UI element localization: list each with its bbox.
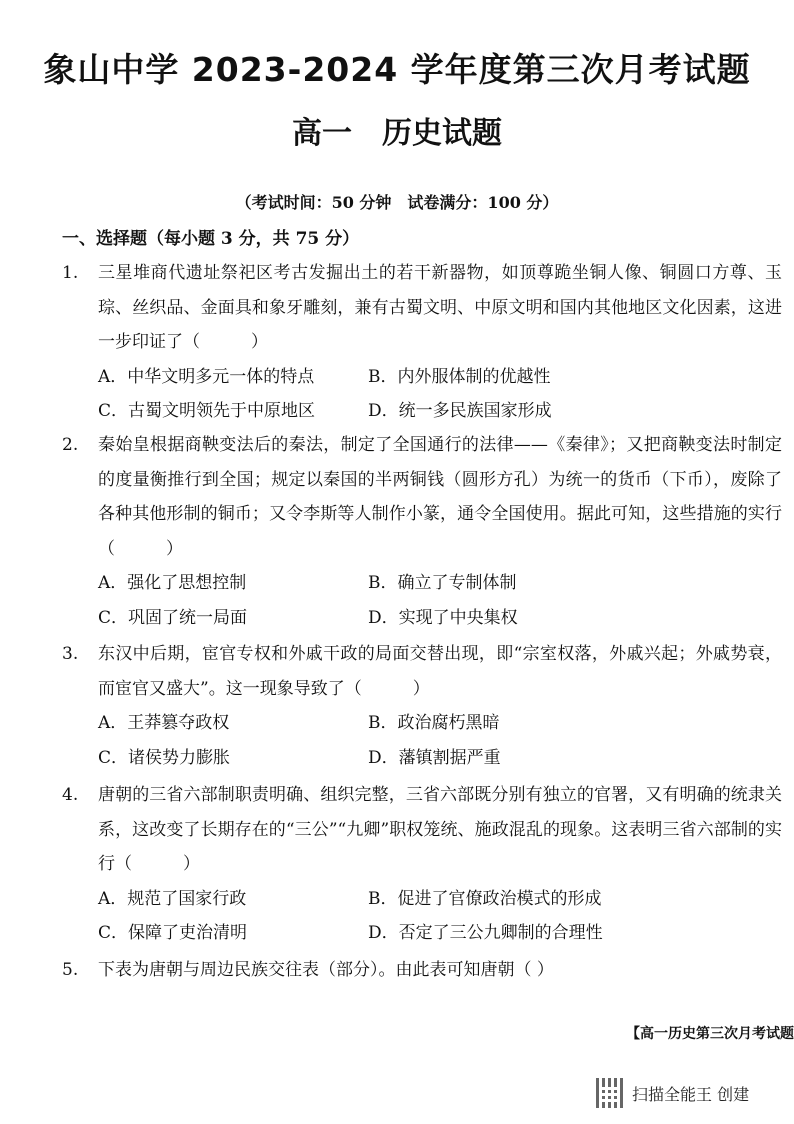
option-b[interactable]: B．政治腐朽黑暗 xyxy=(368,713,500,733)
qr-code-icon xyxy=(596,1078,626,1108)
option-c[interactable]: C．保障了吏治清明 xyxy=(98,923,248,943)
question-options xyxy=(98,706,782,775)
option-c[interactable]: C．巩固了统一局面 xyxy=(98,607,248,628)
option-b[interactable]: B．确立了专制体制 xyxy=(368,573,517,593)
question-stem: 唐朝的三省六部制职责明确、组织完整，三省六部既分别有独立的官署，又有明确的统隶关系，这改变了长期存在的“三公”“九卿”职权笼统、施政混乱的现象。这表明三省六部制的实行（ ） xyxy=(98,785,782,874)
footer-label: 【高一历史第三次月考试题 xyxy=(626,1026,794,1042)
option-a[interactable]: A．中华文明多元一体的特点 xyxy=(98,366,315,387)
question-stem: 三星堆商代遗址祭祀区考古发掘出土的若干新器物，如顶尊跪坐铜人像、铜圆口方尊、玉琮、丝织品、金面具和象牙雕刻，兼有古蜀文明、中原文明和国内其他地区文化因素，这进一步印证了（ ） xyxy=(98,263,782,352)
option-b[interactable]: B．内外服体制的优越性 xyxy=(368,366,551,387)
option-d[interactable]: D．否定了三公九卿制的合理性 xyxy=(368,923,603,943)
question-stem: 秦始皇根据商鞅变法后的秦法，制定了全国通行的法律——《秦律》；又把商鞅变法时制定的度量衡推行到全国；规定以秦国的半两铜钱（圆形方孔）为统一的货币（下币），废除了各种其他形制的铜币；又令李斯等人制作小篆，通令全国使用。据此可知，这些措施的实行（ ） xyxy=(98,435,782,559)
question-number: 2. xyxy=(62,435,79,455)
scanner-text: 扫描全能王 创建 xyxy=(632,1084,750,1104)
option-d[interactable]: D．藩镇割据严重 xyxy=(368,747,501,768)
section-heading: 一、选择题（每小题 3 分，共 75 分） xyxy=(62,229,360,249)
scanner-watermark xyxy=(596,1076,749,1110)
question-number: 4. xyxy=(62,785,79,805)
option-a[interactable]: A．强化了思想控制 xyxy=(98,573,247,593)
option-c[interactable]: C．古蜀文明领先于中原地区 xyxy=(98,401,316,421)
exam-subtitle: 高一 历史试题 xyxy=(292,116,502,151)
option-a[interactable]: A．王莽篡夺政权 xyxy=(98,713,230,733)
option-c[interactable]: C．诸侯势力膨胀 xyxy=(98,747,231,768)
option-b[interactable]: B．促进了官僚政治模式的形成 xyxy=(368,888,602,909)
question-1 xyxy=(62,256,782,429)
question-stem: 下表为唐朝与周边民族交往表（部分）。由此表可知唐朝（ ） xyxy=(98,960,554,980)
question-4 xyxy=(62,778,782,951)
question-number: 5. xyxy=(62,960,79,980)
question-5 xyxy=(62,953,782,988)
question-options xyxy=(98,360,782,429)
question-stem: 东汉中后期，宦官专权和外戚干政的局面交替出现，即“宗室权落，外戚兴起；外戚势衰，而宦官又盛大”。这一现象导致了（ ） xyxy=(98,644,782,699)
option-d[interactable]: D．统一多民族国家形成 xyxy=(368,401,552,421)
question-options xyxy=(98,882,782,951)
question-2 xyxy=(62,428,782,635)
option-d[interactable]: D．实现了中央集权 xyxy=(368,607,518,628)
question-number: 3. xyxy=(62,644,79,664)
question-options xyxy=(98,566,782,635)
question-3 xyxy=(62,637,782,775)
question-number: 1. xyxy=(62,263,79,283)
exam-title: 象山中学 2023-2024 学年度第三次月考试题 xyxy=(43,50,751,89)
exam-info: （考试时间：50 分钟 试卷满分：100 分） xyxy=(235,193,559,212)
option-a[interactable]: A．规范了国家行政 xyxy=(98,888,247,909)
